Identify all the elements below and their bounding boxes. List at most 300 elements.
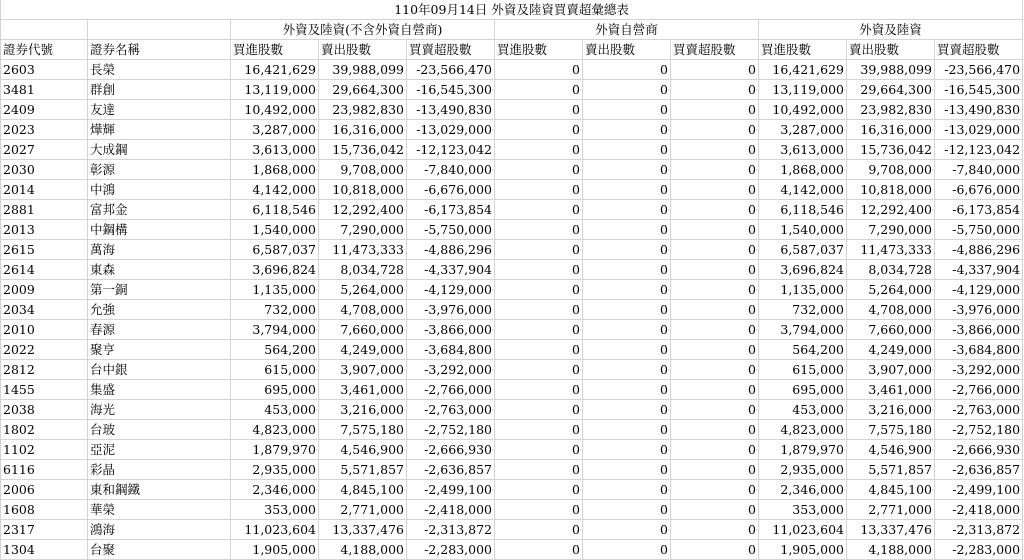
cell-net-excl-dealers: -2,752,180 — [407, 420, 495, 440]
cell-sell-dealers: 0 — [583, 140, 671, 160]
cell-buy-total: 10,492,000 — [759, 100, 847, 120]
cell-buy-dealers: 0 — [495, 260, 583, 280]
cell-net-total: -4,337,904 — [935, 260, 1023, 280]
cell-buy-excl-dealers: 3,696,824 — [231, 260, 319, 280]
cell-net-dealers: 0 — [671, 460, 759, 480]
cell-buy-dealers: 0 — [495, 60, 583, 80]
cell-sell-excl-dealers: 7,290,000 — [319, 220, 407, 240]
table-row — [1, 440, 1023, 460]
cell-sell-total: 13,337,476 — [847, 520, 935, 540]
cell-buy-excl-dealers: 6,587,037 — [231, 240, 319, 260]
cell-stock-name: 台中銀 — [88, 360, 231, 380]
cell-sell-total: 29,664,300 — [847, 80, 935, 100]
cell-net-total: -5,750,000 — [935, 220, 1023, 240]
cell-buy-excl-dealers: 3,613,000 — [231, 140, 319, 160]
cell-buy-dealers: 0 — [495, 420, 583, 440]
table-row — [1, 140, 1023, 160]
cell-sell-excl-dealers: 3,907,000 — [319, 360, 407, 380]
cell-sell-total: 2,771,000 — [847, 500, 935, 520]
cell-buy-dealers: 0 — [495, 120, 583, 140]
cell-net-total: -2,766,000 — [935, 380, 1023, 400]
cell-net-excl-dealers: -2,766,000 — [407, 380, 495, 400]
cell-sell-excl-dealers: 12,292,400 — [319, 200, 407, 220]
cell-stock-name: 台聚 — [88, 540, 231, 560]
cell-net-total: -4,129,000 — [935, 280, 1023, 300]
cell-stock-code: 2009 — [1, 280, 88, 300]
cell-buy-total: 3,696,824 — [759, 260, 847, 280]
cell-buy-total: 2,346,000 — [759, 480, 847, 500]
cell-sell-total: 5,264,000 — [847, 280, 935, 300]
cell-sell-total: 3,461,000 — [847, 380, 935, 400]
cell-sell-excl-dealers: 4,708,000 — [319, 300, 407, 320]
column-header-buy: 買進股數 — [495, 40, 583, 60]
cell-net-dealers: 0 — [671, 420, 759, 440]
cell-sell-excl-dealers: 29,664,300 — [319, 80, 407, 100]
cell-sell-total: 7,660,000 — [847, 320, 935, 340]
cell-buy-dealers: 0 — [495, 240, 583, 260]
cell-net-dealers: 0 — [671, 280, 759, 300]
cell-buy-excl-dealers: 10,492,000 — [231, 100, 319, 120]
cell-stock-code: 1455 — [1, 380, 88, 400]
cell-sell-excl-dealers: 5,571,857 — [319, 460, 407, 480]
table-row — [1, 500, 1023, 520]
cell-stock-code: 1608 — [1, 500, 88, 520]
cell-buy-excl-dealers: 6,118,546 — [231, 200, 319, 220]
cell-sell-excl-dealers: 16,316,000 — [319, 120, 407, 140]
cell-net-total: -2,636,857 — [935, 460, 1023, 480]
cell-buy-excl-dealers: 732,000 — [231, 300, 319, 320]
cell-buy-dealers: 0 — [495, 100, 583, 120]
cell-buy-excl-dealers: 695,000 — [231, 380, 319, 400]
cell-net-dealers: 0 — [671, 160, 759, 180]
cell-sell-dealers: 0 — [583, 260, 671, 280]
cell-net-total: -2,313,872 — [935, 520, 1023, 540]
cell-sell-excl-dealers: 3,216,000 — [319, 400, 407, 420]
cell-sell-dealers: 0 — [583, 540, 671, 560]
cell-sell-excl-dealers: 2,771,000 — [319, 500, 407, 520]
cell-net-total: -3,866,000 — [935, 320, 1023, 340]
column-header-code: 證券代號 — [1, 40, 88, 60]
cell-net-total: -13,029,000 — [935, 120, 1023, 140]
cell-buy-total: 16,421,629 — [759, 60, 847, 80]
cell-buy-total: 453,000 — [759, 400, 847, 420]
cell-buy-total: 6,118,546 — [759, 200, 847, 220]
cell-net-total: -2,763,000 — [935, 400, 1023, 420]
cell-buy-total: 564,200 — [759, 340, 847, 360]
cell-buy-excl-dealers: 3,287,000 — [231, 120, 319, 140]
cell-net-excl-dealers: -2,313,872 — [407, 520, 495, 540]
table-row — [1, 100, 1023, 120]
cell-net-excl-dealers: -2,499,100 — [407, 480, 495, 500]
cell-net-dealers: 0 — [671, 140, 759, 160]
cell-net-excl-dealers: -13,029,000 — [407, 120, 495, 140]
cell-buy-excl-dealers: 4,142,000 — [231, 180, 319, 200]
cell-sell-excl-dealers: 3,461,000 — [319, 380, 407, 400]
group-header-foreign-excl-dealers: 外資及陸資(不含外資自營商) — [231, 20, 495, 40]
table-row — [1, 280, 1023, 300]
cell-stock-name: 彩晶 — [88, 460, 231, 480]
cell-buy-dealers: 0 — [495, 320, 583, 340]
cell-net-excl-dealers: -6,676,000 — [407, 180, 495, 200]
column-header-sell: 賣出股數 — [583, 40, 671, 60]
cell-buy-dealers: 0 — [495, 480, 583, 500]
cell-sell-dealers: 0 — [583, 420, 671, 440]
cell-stock-code: 2812 — [1, 360, 88, 380]
cell-sell-excl-dealers: 4,249,000 — [319, 340, 407, 360]
cell-buy-dealers: 0 — [495, 160, 583, 180]
column-header-buy: 買進股數 — [759, 40, 847, 60]
cell-net-dealers: 0 — [671, 200, 759, 220]
cell-buy-dealers: 0 — [495, 220, 583, 240]
cell-sell-excl-dealers: 7,575,180 — [319, 420, 407, 440]
cell-sell-excl-dealers: 39,988,099 — [319, 60, 407, 80]
cell-net-dealers: 0 — [671, 360, 759, 380]
cell-net-dealers: 0 — [671, 120, 759, 140]
cell-sell-dealers: 0 — [583, 200, 671, 220]
table-row — [1, 360, 1023, 380]
cell-stock-name: 富邦金 — [88, 200, 231, 220]
cell-sell-total: 23,982,830 — [847, 100, 935, 120]
cell-sell-total: 4,546,900 — [847, 440, 935, 460]
cell-buy-total: 1,540,000 — [759, 220, 847, 240]
cell-net-total: -12,123,042 — [935, 140, 1023, 160]
cell-stock-name: 海光 — [88, 400, 231, 420]
cell-sell-excl-dealers: 4,845,100 — [319, 480, 407, 500]
cell-buy-dealers: 0 — [495, 300, 583, 320]
table-row — [1, 260, 1023, 280]
cell-stock-name: 友達 — [88, 100, 231, 120]
cell-net-total: -2,283,000 — [935, 540, 1023, 560]
cell-buy-dealers: 0 — [495, 180, 583, 200]
cell-sell-dealers: 0 — [583, 180, 671, 200]
cell-sell-dealers: 0 — [583, 320, 671, 340]
cell-sell-excl-dealers: 23,982,830 — [319, 100, 407, 120]
cell-net-dealers: 0 — [671, 540, 759, 560]
column-header-net: 買賣超股數 — [935, 40, 1023, 60]
cell-buy-excl-dealers: 615,000 — [231, 360, 319, 380]
cell-stock-code: 2038 — [1, 400, 88, 420]
cell-net-total: -6,676,000 — [935, 180, 1023, 200]
cell-net-total: -2,499,100 — [935, 480, 1023, 500]
cell-stock-code: 2409 — [1, 100, 88, 120]
table-row — [1, 480, 1023, 500]
cell-sell-total: 5,571,857 — [847, 460, 935, 480]
column-header-net: 買賣超股數 — [671, 40, 759, 60]
cell-buy-excl-dealers: 16,421,629 — [231, 60, 319, 80]
cell-stock-name: 長榮 — [88, 60, 231, 80]
group-header-foreign-dealers: 外資自營商 — [495, 20, 759, 40]
cell-net-total: -3,292,000 — [935, 360, 1023, 380]
column-header-name: 證券名稱 — [88, 40, 231, 60]
cell-buy-excl-dealers: 1,879,970 — [231, 440, 319, 460]
cell-net-excl-dealers: -7,840,000 — [407, 160, 495, 180]
cell-buy-total: 11,023,604 — [759, 520, 847, 540]
cell-stock-code: 2030 — [1, 160, 88, 180]
cell-net-dealers: 0 — [671, 180, 759, 200]
cell-net-excl-dealers: -2,418,000 — [407, 500, 495, 520]
cell-net-dealers: 0 — [671, 80, 759, 100]
table-row — [1, 80, 1023, 100]
cell-buy-dealers: 0 — [495, 80, 583, 100]
cell-net-excl-dealers: -4,337,904 — [407, 260, 495, 280]
cell-net-excl-dealers: -2,283,000 — [407, 540, 495, 560]
title-row — [1, 0, 1023, 20]
cell-net-dealers: 0 — [671, 240, 759, 260]
cell-buy-dealers: 0 — [495, 500, 583, 520]
cell-buy-excl-dealers: 1,540,000 — [231, 220, 319, 240]
cell-sell-dealers: 0 — [583, 360, 671, 380]
cell-net-excl-dealers: -5,750,000 — [407, 220, 495, 240]
cell-stock-name: 台玻 — [88, 420, 231, 440]
cell-sell-total: 3,216,000 — [847, 400, 935, 420]
cell-net-dealers: 0 — [671, 520, 759, 540]
cell-net-total: -3,976,000 — [935, 300, 1023, 320]
cell-sell-total: 11,473,333 — [847, 240, 935, 260]
cell-sell-excl-dealers: 9,708,000 — [319, 160, 407, 180]
cell-sell-excl-dealers: 11,473,333 — [319, 240, 407, 260]
cell-buy-excl-dealers: 353,000 — [231, 500, 319, 520]
cell-net-excl-dealers: -12,123,042 — [407, 140, 495, 160]
cell-net-excl-dealers: -6,173,854 — [407, 200, 495, 220]
table-row — [1, 380, 1023, 400]
cell-buy-total: 1,868,000 — [759, 160, 847, 180]
cell-sell-dealers: 0 — [583, 80, 671, 100]
cell-buy-dealers: 0 — [495, 360, 583, 380]
cell-stock-name: 東和鋼鐵 — [88, 480, 231, 500]
empty-header-cell — [1, 20, 88, 40]
cell-stock-name: 中鴻 — [88, 180, 231, 200]
cell-net-dealers: 0 — [671, 100, 759, 120]
cell-buy-total: 4,823,000 — [759, 420, 847, 440]
cell-net-dealers: 0 — [671, 400, 759, 420]
cell-net-excl-dealers: -2,763,000 — [407, 400, 495, 420]
cell-buy-excl-dealers: 13,119,000 — [231, 80, 319, 100]
cell-net-total: -2,418,000 — [935, 500, 1023, 520]
table-row — [1, 400, 1023, 420]
cell-buy-excl-dealers: 1,905,000 — [231, 540, 319, 560]
cell-buy-excl-dealers: 3,794,000 — [231, 320, 319, 340]
cell-sell-total: 4,249,000 — [847, 340, 935, 360]
cell-buy-total: 2,935,000 — [759, 460, 847, 480]
cell-sell-dealers: 0 — [583, 300, 671, 320]
cell-net-dealers: 0 — [671, 60, 759, 80]
cell-stock-name: 萬海 — [88, 240, 231, 260]
table-row — [1, 240, 1023, 260]
table-row — [1, 60, 1023, 80]
cell-net-dealers: 0 — [671, 320, 759, 340]
cell-buy-total: 353,000 — [759, 500, 847, 520]
cell-stock-code: 6116 — [1, 460, 88, 480]
cell-net-excl-dealers: -16,545,300 — [407, 80, 495, 100]
cell-buy-excl-dealers: 1,135,000 — [231, 280, 319, 300]
cell-sell-total: 8,034,728 — [847, 260, 935, 280]
cell-buy-excl-dealers: 564,200 — [231, 340, 319, 360]
cell-stock-name: 大成鋼 — [88, 140, 231, 160]
cell-sell-total: 4,845,100 — [847, 480, 935, 500]
table-row — [1, 200, 1023, 220]
cell-sell-total: 9,708,000 — [847, 160, 935, 180]
cell-sell-total: 16,316,000 — [847, 120, 935, 140]
cell-sell-dealers: 0 — [583, 340, 671, 360]
cell-sell-dealers: 0 — [583, 400, 671, 420]
cell-buy-excl-dealers: 2,935,000 — [231, 460, 319, 480]
cell-net-excl-dealers: -3,866,000 — [407, 320, 495, 340]
cell-sell-dealers: 0 — [583, 100, 671, 120]
cell-net-excl-dealers: -23,566,470 — [407, 60, 495, 80]
cell-buy-total: 695,000 — [759, 380, 847, 400]
cell-stock-name: 群創 — [88, 80, 231, 100]
cell-buy-dealers: 0 — [495, 460, 583, 480]
cell-buy-excl-dealers: 2,346,000 — [231, 480, 319, 500]
cell-sell-total: 4,188,000 — [847, 540, 935, 560]
cell-buy-excl-dealers: 11,023,604 — [231, 520, 319, 540]
cell-buy-dealers: 0 — [495, 200, 583, 220]
column-header-sell: 賣出股數 — [847, 40, 935, 60]
cell-net-total: -13,490,830 — [935, 100, 1023, 120]
cell-buy-total: 4,142,000 — [759, 180, 847, 200]
cell-net-total: -23,566,470 — [935, 60, 1023, 80]
cell-stock-code: 2034 — [1, 300, 88, 320]
cell-buy-total: 13,119,000 — [759, 80, 847, 100]
cell-sell-dealers: 0 — [583, 440, 671, 460]
cell-sell-dealers: 0 — [583, 160, 671, 180]
cell-net-total: -16,545,300 — [935, 80, 1023, 100]
cell-stock-name: 燁輝 — [88, 120, 231, 140]
cell-sell-excl-dealers: 4,188,000 — [319, 540, 407, 560]
cell-stock-code: 2615 — [1, 240, 88, 260]
cell-stock-code: 2881 — [1, 200, 88, 220]
cell-stock-code: 3481 — [1, 80, 88, 100]
column-header-net: 買賣超股數 — [407, 40, 495, 60]
cell-sell-excl-dealers: 8,034,728 — [319, 260, 407, 280]
cell-buy-total: 732,000 — [759, 300, 847, 320]
cell-net-dealers: 0 — [671, 340, 759, 360]
cell-stock-code: 2006 — [1, 480, 88, 500]
table-row — [1, 420, 1023, 440]
group-header-foreign-total: 外資及陸資 — [759, 20, 1023, 40]
cell-net-excl-dealers: -2,666,930 — [407, 440, 495, 460]
table-row — [1, 340, 1023, 360]
cell-stock-name: 允強 — [88, 300, 231, 320]
table-row — [1, 180, 1023, 200]
cell-net-dealers: 0 — [671, 220, 759, 240]
cell-buy-dealers: 0 — [495, 280, 583, 300]
cell-buy-total: 6,587,037 — [759, 240, 847, 260]
table-row — [1, 460, 1023, 480]
cell-net-total: -3,684,800 — [935, 340, 1023, 360]
cell-buy-dealers: 0 — [495, 140, 583, 160]
cell-sell-excl-dealers: 7,660,000 — [319, 320, 407, 340]
cell-stock-code: 1304 — [1, 540, 88, 560]
column-header-buy: 買進股數 — [231, 40, 319, 60]
cell-buy-dealers: 0 — [495, 440, 583, 460]
cell-sell-total: 7,290,000 — [847, 220, 935, 240]
cell-stock-code: 2027 — [1, 140, 88, 160]
cell-stock-code: 2614 — [1, 260, 88, 280]
cell-sell-total: 3,907,000 — [847, 360, 935, 380]
empty-header-cell — [88, 20, 231, 40]
cell-sell-dealers: 0 — [583, 520, 671, 540]
column-header-row — [1, 40, 1023, 60]
cell-buy-total: 3,613,000 — [759, 140, 847, 160]
cell-stock-name: 中鋼構 — [88, 220, 231, 240]
cell-net-total: -2,752,180 — [935, 420, 1023, 440]
cell-stock-name: 鴻海 — [88, 520, 231, 540]
cell-sell-excl-dealers: 15,736,042 — [319, 140, 407, 160]
cell-sell-total: 4,708,000 — [847, 300, 935, 320]
cell-buy-dealers: 0 — [495, 520, 583, 540]
table-row — [1, 320, 1023, 340]
cell-stock-code: 2013 — [1, 220, 88, 240]
cell-net-excl-dealers: -13,490,830 — [407, 100, 495, 120]
cell-buy-total: 1,905,000 — [759, 540, 847, 560]
cell-sell-dealers: 0 — [583, 380, 671, 400]
cell-net-excl-dealers: -2,636,857 — [407, 460, 495, 480]
cell-sell-total: 39,988,099 — [847, 60, 935, 80]
cell-net-total: -6,173,854 — [935, 200, 1023, 220]
table-row — [1, 120, 1023, 140]
cell-sell-dealers: 0 — [583, 60, 671, 80]
cell-stock-name: 亞泥 — [88, 440, 231, 460]
cell-sell-total: 10,818,000 — [847, 180, 935, 200]
cell-buy-dealers: 0 — [495, 380, 583, 400]
cell-buy-dealers: 0 — [495, 540, 583, 560]
cell-sell-dealers: 0 — [583, 280, 671, 300]
cell-net-total: -4,886,296 — [935, 240, 1023, 260]
cell-net-excl-dealers: -4,886,296 — [407, 240, 495, 260]
cell-sell-total: 15,736,042 — [847, 140, 935, 160]
cell-net-total: -2,666,930 — [935, 440, 1023, 460]
cell-sell-dealers: 0 — [583, 240, 671, 260]
cell-buy-dealers: 0 — [495, 340, 583, 360]
cell-net-excl-dealers: -3,684,800 — [407, 340, 495, 360]
cell-buy-excl-dealers: 453,000 — [231, 400, 319, 420]
cell-stock-code: 1802 — [1, 420, 88, 440]
cell-buy-total: 3,287,000 — [759, 120, 847, 140]
cell-buy-total: 1,135,000 — [759, 280, 847, 300]
cell-net-excl-dealers: -3,976,000 — [407, 300, 495, 320]
cell-stock-name: 第一銅 — [88, 280, 231, 300]
group-header-row — [1, 20, 1023, 40]
cell-buy-dealers: 0 — [495, 400, 583, 420]
cell-sell-excl-dealers: 4,546,900 — [319, 440, 407, 460]
cell-sell-dealers: 0 — [583, 220, 671, 240]
cell-sell-dealers: 0 — [583, 120, 671, 140]
cell-buy-total: 615,000 — [759, 360, 847, 380]
cell-stock-code: 2023 — [1, 120, 88, 140]
cell-net-dealers: 0 — [671, 260, 759, 280]
cell-stock-code: 2010 — [1, 320, 88, 340]
cell-sell-total: 7,575,180 — [847, 420, 935, 440]
table-row — [1, 220, 1023, 240]
table-row — [1, 300, 1023, 320]
cell-sell-total: 12,292,400 — [847, 200, 935, 220]
cell-buy-total: 1,879,970 — [759, 440, 847, 460]
cell-buy-excl-dealers: 1,868,000 — [231, 160, 319, 180]
cell-stock-code: 1102 — [1, 440, 88, 460]
cell-stock-code: 2014 — [1, 180, 88, 200]
cell-buy-total: 3,794,000 — [759, 320, 847, 340]
column-header-sell: 賣出股數 — [319, 40, 407, 60]
table-row — [1, 520, 1023, 540]
cell-sell-excl-dealers: 13,337,476 — [319, 520, 407, 540]
table-row — [1, 160, 1023, 180]
cell-net-dealers: 0 — [671, 440, 759, 460]
cell-net-dealers: 0 — [671, 500, 759, 520]
cell-stock-code: 2317 — [1, 520, 88, 540]
cell-sell-excl-dealers: 10,818,000 — [319, 180, 407, 200]
cell-sell-excl-dealers: 5,264,000 — [319, 280, 407, 300]
